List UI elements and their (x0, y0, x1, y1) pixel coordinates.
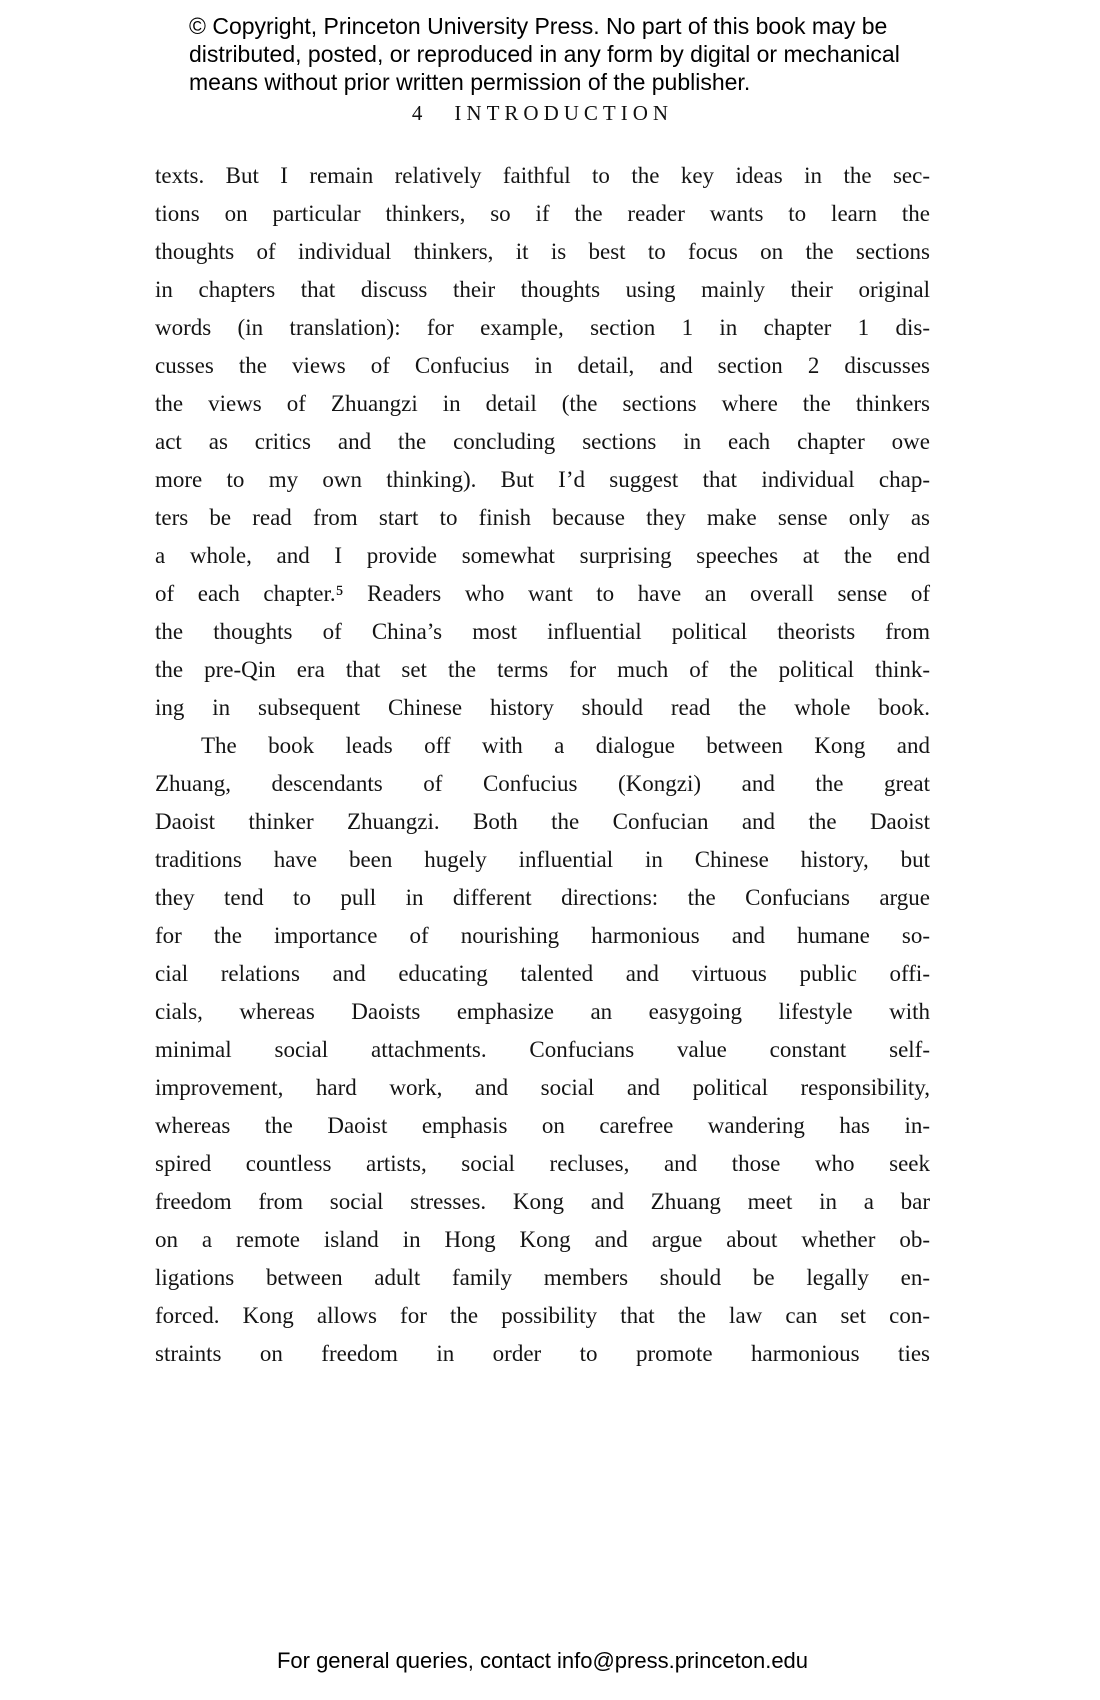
body-line: thoughts of individual thinkers, it is best to focus on the sections (155, 239, 930, 264)
body-line: ters be read from start to finish because they make sense only as (155, 505, 930, 530)
body-line: forced. Kong allows for the possibility that the law can set con- (155, 1303, 930, 1328)
body-line: whereas the Daoist emphasis on carefree wandering has in- (155, 1113, 930, 1138)
body-line: ligations between adult family members should be legally en- (155, 1265, 930, 1290)
body-line: tions on particular thinkers, so if the reader wants to learn the (155, 201, 930, 226)
body-line: a whole, and I provide somewhat surprising speeches at the end (155, 543, 930, 568)
body-line: straints on freedom in order to promote harmonious ties (155, 1341, 930, 1366)
body-line: The book leads off with a dialogue between Kong and (201, 733, 930, 758)
body-line: for the importance of nourishing harmonious and humane so- (155, 923, 930, 948)
body-line: texts. But I remain relatively faithful to the key ideas in the sec- (155, 163, 930, 188)
body-line: of each chapter.⁵ Readers who want to have an overall sense of (155, 581, 930, 606)
running-head (155, 101, 930, 126)
body-line: freedom from social stresses. Kong and Zhuang meet in a bar (155, 1189, 930, 1214)
copyright-notice (189, 12, 900, 96)
body-line: spired countless artists, social recluses, and those who seek (155, 1151, 930, 1176)
page-number: 4 (411, 101, 425, 125)
body-line: cials, whereas Daoists emphasize an easygoing lifestyle with (155, 999, 930, 1024)
copyright-line: distributed, posted, or reproduced in any form by digital or mechanical (189, 41, 900, 67)
body-line: the views of Zhuangzi in detail (the sections where the thinkers (155, 391, 930, 416)
body-line: words (in translation): for example, section 1 in chapter 1 dis- (155, 315, 930, 340)
paragraph (155, 727, 930, 1373)
body-line: traditions have been hugely influential in Chinese history, but (155, 847, 930, 872)
copyright-line: © Copyright, Princeton University Press. No part of this book may be (189, 13, 888, 39)
copyright-line: means without prior written permission of the publisher. (189, 69, 751, 95)
chapter-title: INTRODUCTION (454, 101, 674, 125)
body-line: ing in subsequent Chinese history should read the whole book. (155, 695, 930, 720)
body-line: cial relations and educating talented and virtuous public offi- (155, 961, 930, 986)
body-line: on a remote island in Hong Kong and argue about whether ob- (155, 1227, 930, 1252)
body-line: in chapters that discuss their thoughts using mainly their original (155, 277, 930, 302)
body-line: more to my own thinking). But I’d suggest that individual chap- (155, 467, 930, 492)
body-text (155, 157, 930, 1373)
body-line: the pre-Qin era that set the terms for much of the political think- (155, 657, 930, 682)
body-line: Zhuang, descendants of Confucius (Kongzi) and the great (155, 771, 930, 796)
body-line: they tend to pull in different directions: the Confucians argue (155, 885, 930, 910)
page-footer (155, 1648, 930, 1674)
body-line: improvement, hard work, and social and political responsibility, (155, 1075, 930, 1100)
body-line: act as critics and the concluding sections in each chapter owe (155, 429, 930, 454)
body-line: Daoist thinker Zhuangzi. Both the Confucian and the Daoist (155, 809, 930, 834)
paragraph (155, 157, 930, 727)
body-line: minimal social attachments. Confucians value constant self- (155, 1037, 930, 1062)
body-line: cusses the views of Confucius in detail, and section 2 discusses (155, 353, 930, 378)
footer-text: For general queries, contact info@press.princeton.edu (276, 1648, 809, 1673)
body-line: the thoughts of China’s most influential political theorists from (155, 619, 930, 644)
